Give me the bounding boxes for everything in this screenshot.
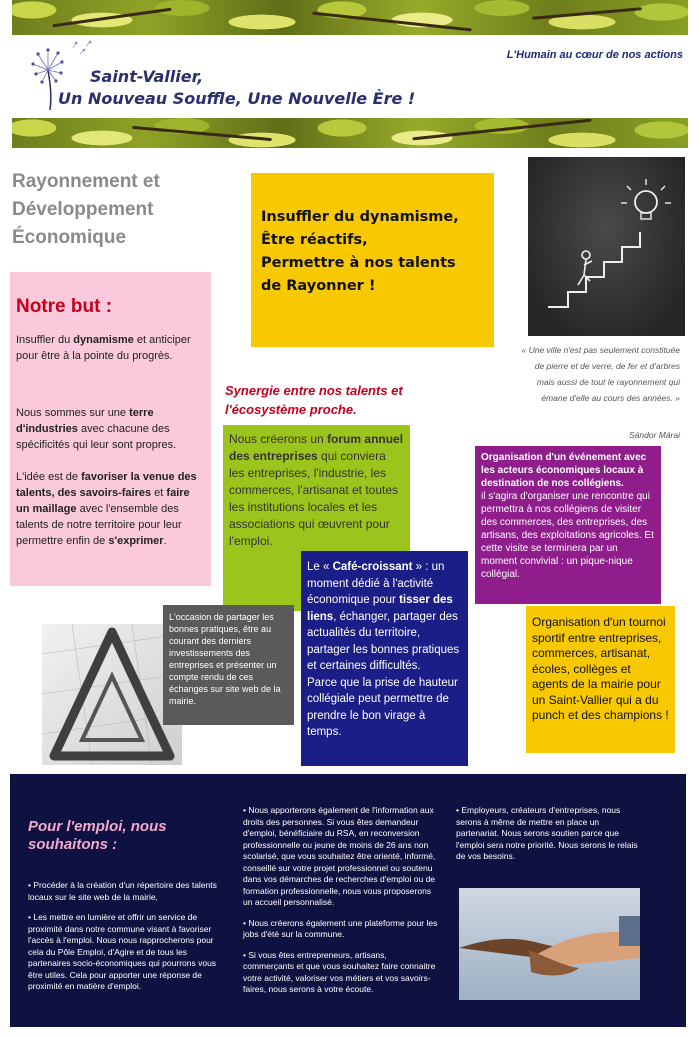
employment-column-2 (243, 805, 438, 1005)
header-slogan: L'Humain au cœur de nos actions (506, 49, 683, 61)
employment-column-3 (456, 805, 641, 872)
highlight-line-2: Être réactifs, (261, 232, 368, 248)
goal-box (10, 272, 211, 586)
cafe-paragraph-1: Le « Café-croissant » : un moment dédié à l'activité économique pour tisser des liens, échanger, partager des actualités du territoire, partager les bonnes pratiques et certaines difficultés. (307, 561, 460, 672)
employment-item: • Nous apporterons également de l'information aux droits des personnes. Si vous êtes demandeur d'emploi, bénéficiaire du RSA, en reconversion professionnelle ou jeune de moins de 26 ans non scolarisé, que vous souhaitez être orienté, informé, conseillé sur votre projet professionnel ou soutenu dans vos démarches de recherches d'emploi ou de formation professionnelle, nous vous proposerons un accueil personnalisé. (243, 805, 436, 907)
tournament-box (526, 606, 675, 753)
employment-item: • Employeurs, créateurs d'entreprises, nous serons à même de mettre en place un partenariat. Nous serons soutien parce que l'emploi sera notre priorité. Nous serons le relais de vos besoins. (456, 805, 638, 861)
employment-column-1 (28, 880, 218, 1002)
tournament-text: Organisation d'un tournoi sportif entre entreprises, commerces, artisanat, écoles, collèges et agents de la mairie pour un Saint-Vallier qui a du punch et des champions ! (532, 615, 669, 722)
goal-paragraph-2: Nous sommes sur une terre d'industries avec chacune des spécificités qui leur sont propres. (16, 407, 177, 451)
set-square-drawing-image (42, 624, 182, 765)
highlight-line-1: Insuffler du dynamisme, (261, 209, 459, 225)
set-square-icon (42, 624, 182, 765)
event-body: il s'agira d'organiser une rencontre qui permettra à nos collégiens de visiter des commerces, des entreprises, des artisans, des exploitations agricoles. Et cette visite se terminera par un moment convivial : un pique-nique collégial. (481, 491, 654, 580)
cafe-croissant-box (301, 551, 468, 766)
brand-title (58, 66, 415, 110)
employment-title: Pour l'emploi, nous souhaitons : (28, 818, 167, 853)
brand-line-2: Un Nouveau Souffle, Une Nouvelle Ère ! (58, 89, 416, 108)
handshake-image (459, 888, 640, 1000)
chalkboard-stairs-image (528, 157, 685, 336)
employment-item: • Si vous êtes entrepreneurs, artisans, commerçants et que vous souhaitez faire connaitre votre activité, valoriser vos métiers et vos savoirs-faires, nous serons à votre écoute. (243, 949, 436, 994)
event-box (475, 446, 661, 604)
section-title-line-1: Rayonnement et (12, 171, 160, 192)
handshake-icon (459, 888, 640, 1000)
employment-item: • Les mettre en lumière et offrir un service de proximité dans notre commune visant à favoriser l'accès à l'emploi. Nous nous rapprocherons pour cela du Pôle Emploi, d'Agire et de tous les partenaires socio-économiques qui pourrons vous être utiles. Cela pour apporter une réponse de proximité en matière d'emploi. (28, 912, 217, 991)
event-title: Organisation d'un événement avec les acteurs économiques locaux à destination de nos collégiens. (481, 452, 647, 489)
section-title-line-3: Économique (12, 227, 127, 248)
header-foliage-top (12, 0, 688, 35)
goal-title: Notre but : (16, 296, 113, 317)
section-title-line-2: Développement (12, 199, 154, 220)
forum-text: Nous créerons un forum annuel des entreprises qui conviera les entreprises, l'industrie, les commerces, l'artisanat et toutes les institutions locales et les associations qui œuvrent pour l'emploi. (229, 432, 404, 548)
quote-author: Sándor Márai (628, 430, 680, 440)
stairs-lightbulb-icon (528, 157, 685, 336)
highlight-box (251, 173, 494, 347)
cafe-paragraph-2: Parce que la prise de hauteur collégiale peut permettre de prendre le bon virage à temps. (307, 676, 458, 738)
highlight-line-3: Permettre à nos talents (261, 255, 456, 271)
practices-text: L'occasion de partager les bonnes pratiques, être au courant des derniers investissements des entreprises et présenter un compte rendu de ces échanges sur site web de la mairie. (169, 612, 281, 706)
brand-line-1: Saint-Vallier, (90, 67, 204, 86)
goal-paragraph-1: Insuffler du dynamisme et anticiper pour être à la pointe du progrès. (16, 334, 191, 362)
goal-paragraph-3: L'idée est de favoriser la venue des talents, des savoirs-faires et faire un maillage avec l'ensemble des talents de notre territoire pour leur permettre enfin de s'exprimer. (16, 471, 197, 547)
practices-note (163, 605, 294, 725)
highlight-line-4: de Rayonner ! (261, 278, 376, 294)
header-foliage-bottom (12, 118, 688, 148)
employment-item: • Nous créerons également une plateforme pour les jobs d'été sur la commune. (243, 917, 438, 939)
section-title (12, 168, 222, 252)
quote-text: « Une ville n'est pas seulement constituée de pierre et de verre, de fer et d'arbres mais aussi de tout le rayonnement qui émane d'elle au cours des années. » (521, 345, 680, 403)
synergy-heading: Synergie entre nos talents et l'écosystème proche. (225, 383, 403, 417)
employment-item: • Procéder à la création d'un répertoire des talents locaux sur le site web de la mairie, (28, 880, 217, 902)
